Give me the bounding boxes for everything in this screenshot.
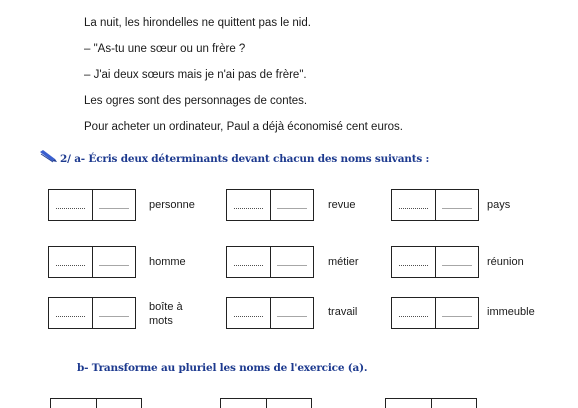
noun-pays: pays xyxy=(487,199,511,211)
answer-boxes-pays[interactable] xyxy=(391,189,479,221)
blank-1[interactable]: ............... xyxy=(233,258,264,268)
blank-2[interactable]: ............... xyxy=(270,298,314,328)
answer-boxes-homme[interactable] xyxy=(48,246,136,278)
noun-reunion: réunion xyxy=(487,256,524,268)
blank-cell[interactable] xyxy=(431,399,477,408)
blank-cell[interactable] xyxy=(96,399,142,408)
sentence-1: La nuit, les hirondelles ne quittent pas le nid. xyxy=(84,17,311,29)
sentence-4: Les ogres sont des personnages de contes. xyxy=(84,95,308,107)
blank-2[interactable]: ............... xyxy=(270,190,314,220)
blank-2[interactable]: ............... xyxy=(92,298,136,328)
blank-cell[interactable] xyxy=(386,399,431,408)
blank-2[interactable]: ............... xyxy=(270,247,314,277)
blank-2[interactable]: ............... xyxy=(92,190,136,220)
pencil-icon xyxy=(38,149,58,163)
answer-boxes-immeuble[interactable] xyxy=(391,297,479,329)
blank-1[interactable]: ............... xyxy=(55,201,86,211)
noun-immeuble: immeuble xyxy=(487,306,535,318)
noun-personne: personne xyxy=(149,199,195,211)
answer-boxes-plural-2[interactable] xyxy=(220,398,312,408)
answer-boxes-boite-a-mots[interactable] xyxy=(48,297,136,329)
answer-boxes-plural-1[interactable] xyxy=(50,398,142,408)
noun-travail: travail xyxy=(328,306,358,318)
answer-boxes-reunion[interactable] xyxy=(391,246,479,278)
noun-revue: revue xyxy=(328,199,356,211)
blank-1[interactable]: ............... xyxy=(398,309,429,319)
sentence-3: – J'ai deux sœurs mais je n'ai pas de frère". xyxy=(84,69,307,81)
blank-1[interactable]: ............... xyxy=(55,258,86,268)
blank-1[interactable]: ............... xyxy=(55,309,86,319)
answer-boxes-revue[interactable] xyxy=(226,189,314,221)
answer-boxes-plural-3[interactable] xyxy=(385,398,477,408)
exercise-b-heading: b- Transforme au pluriel les noms de l'exercice (a). xyxy=(77,362,368,374)
answer-boxes-travail[interactable] xyxy=(226,297,314,329)
blank-2[interactable]: ............... xyxy=(435,298,479,328)
blank-2[interactable]: ............... xyxy=(92,247,136,277)
blank-cell[interactable] xyxy=(221,399,266,408)
noun-homme: homme xyxy=(149,256,186,268)
blank-2[interactable]: ............... xyxy=(435,190,479,220)
sentence-2: – "As-tu une sœur ou un frère ? xyxy=(84,43,246,55)
blank-1[interactable]: ............... xyxy=(398,201,429,211)
answer-boxes-personne[interactable] xyxy=(48,189,136,221)
blank-cell[interactable] xyxy=(266,399,312,408)
noun-boite-a-mots: boîte à mots xyxy=(149,301,183,327)
blank-2[interactable]: ............... xyxy=(435,247,479,277)
blank-1[interactable]: ............... xyxy=(233,201,264,211)
blank-1[interactable]: ............... xyxy=(233,309,264,319)
blank-cell[interactable] xyxy=(51,399,96,408)
noun-metier: métier xyxy=(328,256,359,268)
exercise-a-heading: 2/ a- Écris deux déterminants devant chacun des noms suivants : xyxy=(60,153,430,165)
blank-1[interactable]: ............... xyxy=(398,258,429,268)
answer-boxes-metier[interactable] xyxy=(226,246,314,278)
sentence-5: Pour acheter un ordinateur, Paul a déjà économisé cent euros. xyxy=(84,121,404,133)
